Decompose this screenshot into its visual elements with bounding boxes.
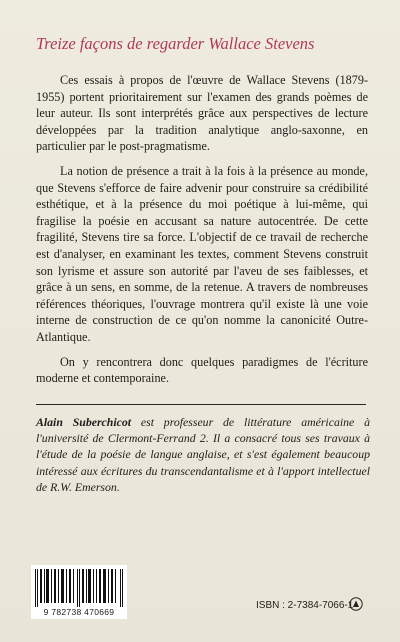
book-title: Treize façons de regarder Wallace Stevens xyxy=(36,34,315,53)
isbn: ISBN : 2-7384-7066-1 xyxy=(256,600,354,611)
author-bio-text: est professeur de littérature américaine à l'université de Clermont-Ferrand 2. Il a consacré tous ses travaux à l'étude de la poésie de langue anglaise, et s'est également beaucoup intéressé aux écritures du transcendantalisme et à l'apport intellectuel de R.W. Emerson. xyxy=(36,415,370,494)
blurb xyxy=(36,72,368,395)
author-bio xyxy=(36,414,370,495)
author-name: Alain Suberchicot xyxy=(36,415,132,429)
blurb-paragraph-3: On y rencontrera donc quelques paradigmes de l'écriture moderne et contemporaine. xyxy=(36,354,368,386)
blurb-paragraph-1: Ces essais à propos de l'œuvre de Wallace Stevens (1879-1955) portent prioritairement sur l'examen des grands poèmes de leur auteur. Ils sont interprétés grâce aux perspectives de lecture développées par la tradition analytique anglo-saxonne, en particulier par le post-pragmatisme. xyxy=(36,73,368,154)
barcode-number: 9 782738 470669 xyxy=(43,607,115,617)
barcode xyxy=(31,565,127,619)
barcode-bars xyxy=(35,569,123,607)
divider xyxy=(36,404,366,405)
publisher-logo-icon xyxy=(349,597,363,611)
blurb-paragraph-2: La notion de présence a trait à la fois à la présence au monde, que Stevens s'efforce de faire advenir pour construire sa crédibilité esthétique, et à la présence du moi poétique à lui-même, qui fragilise la poésie en accusant sa nature autocentrée. De cette fragilité, Stevens tire sa force. L'objectif de ce travail de recherche est d'analyser, en examinant les textes, comment Stevens construit son lyrisme et assure son autorité par l'aveu de ses faiblesses, et grâce à un sens, en somme, de la retenue. A travers de nombreuses références théoriques, l'ouvrage montrera qu'il existe là une voie interne de construction de ce qu'on nomme la canonicité Outre-Atlantique. xyxy=(36,163,368,344)
